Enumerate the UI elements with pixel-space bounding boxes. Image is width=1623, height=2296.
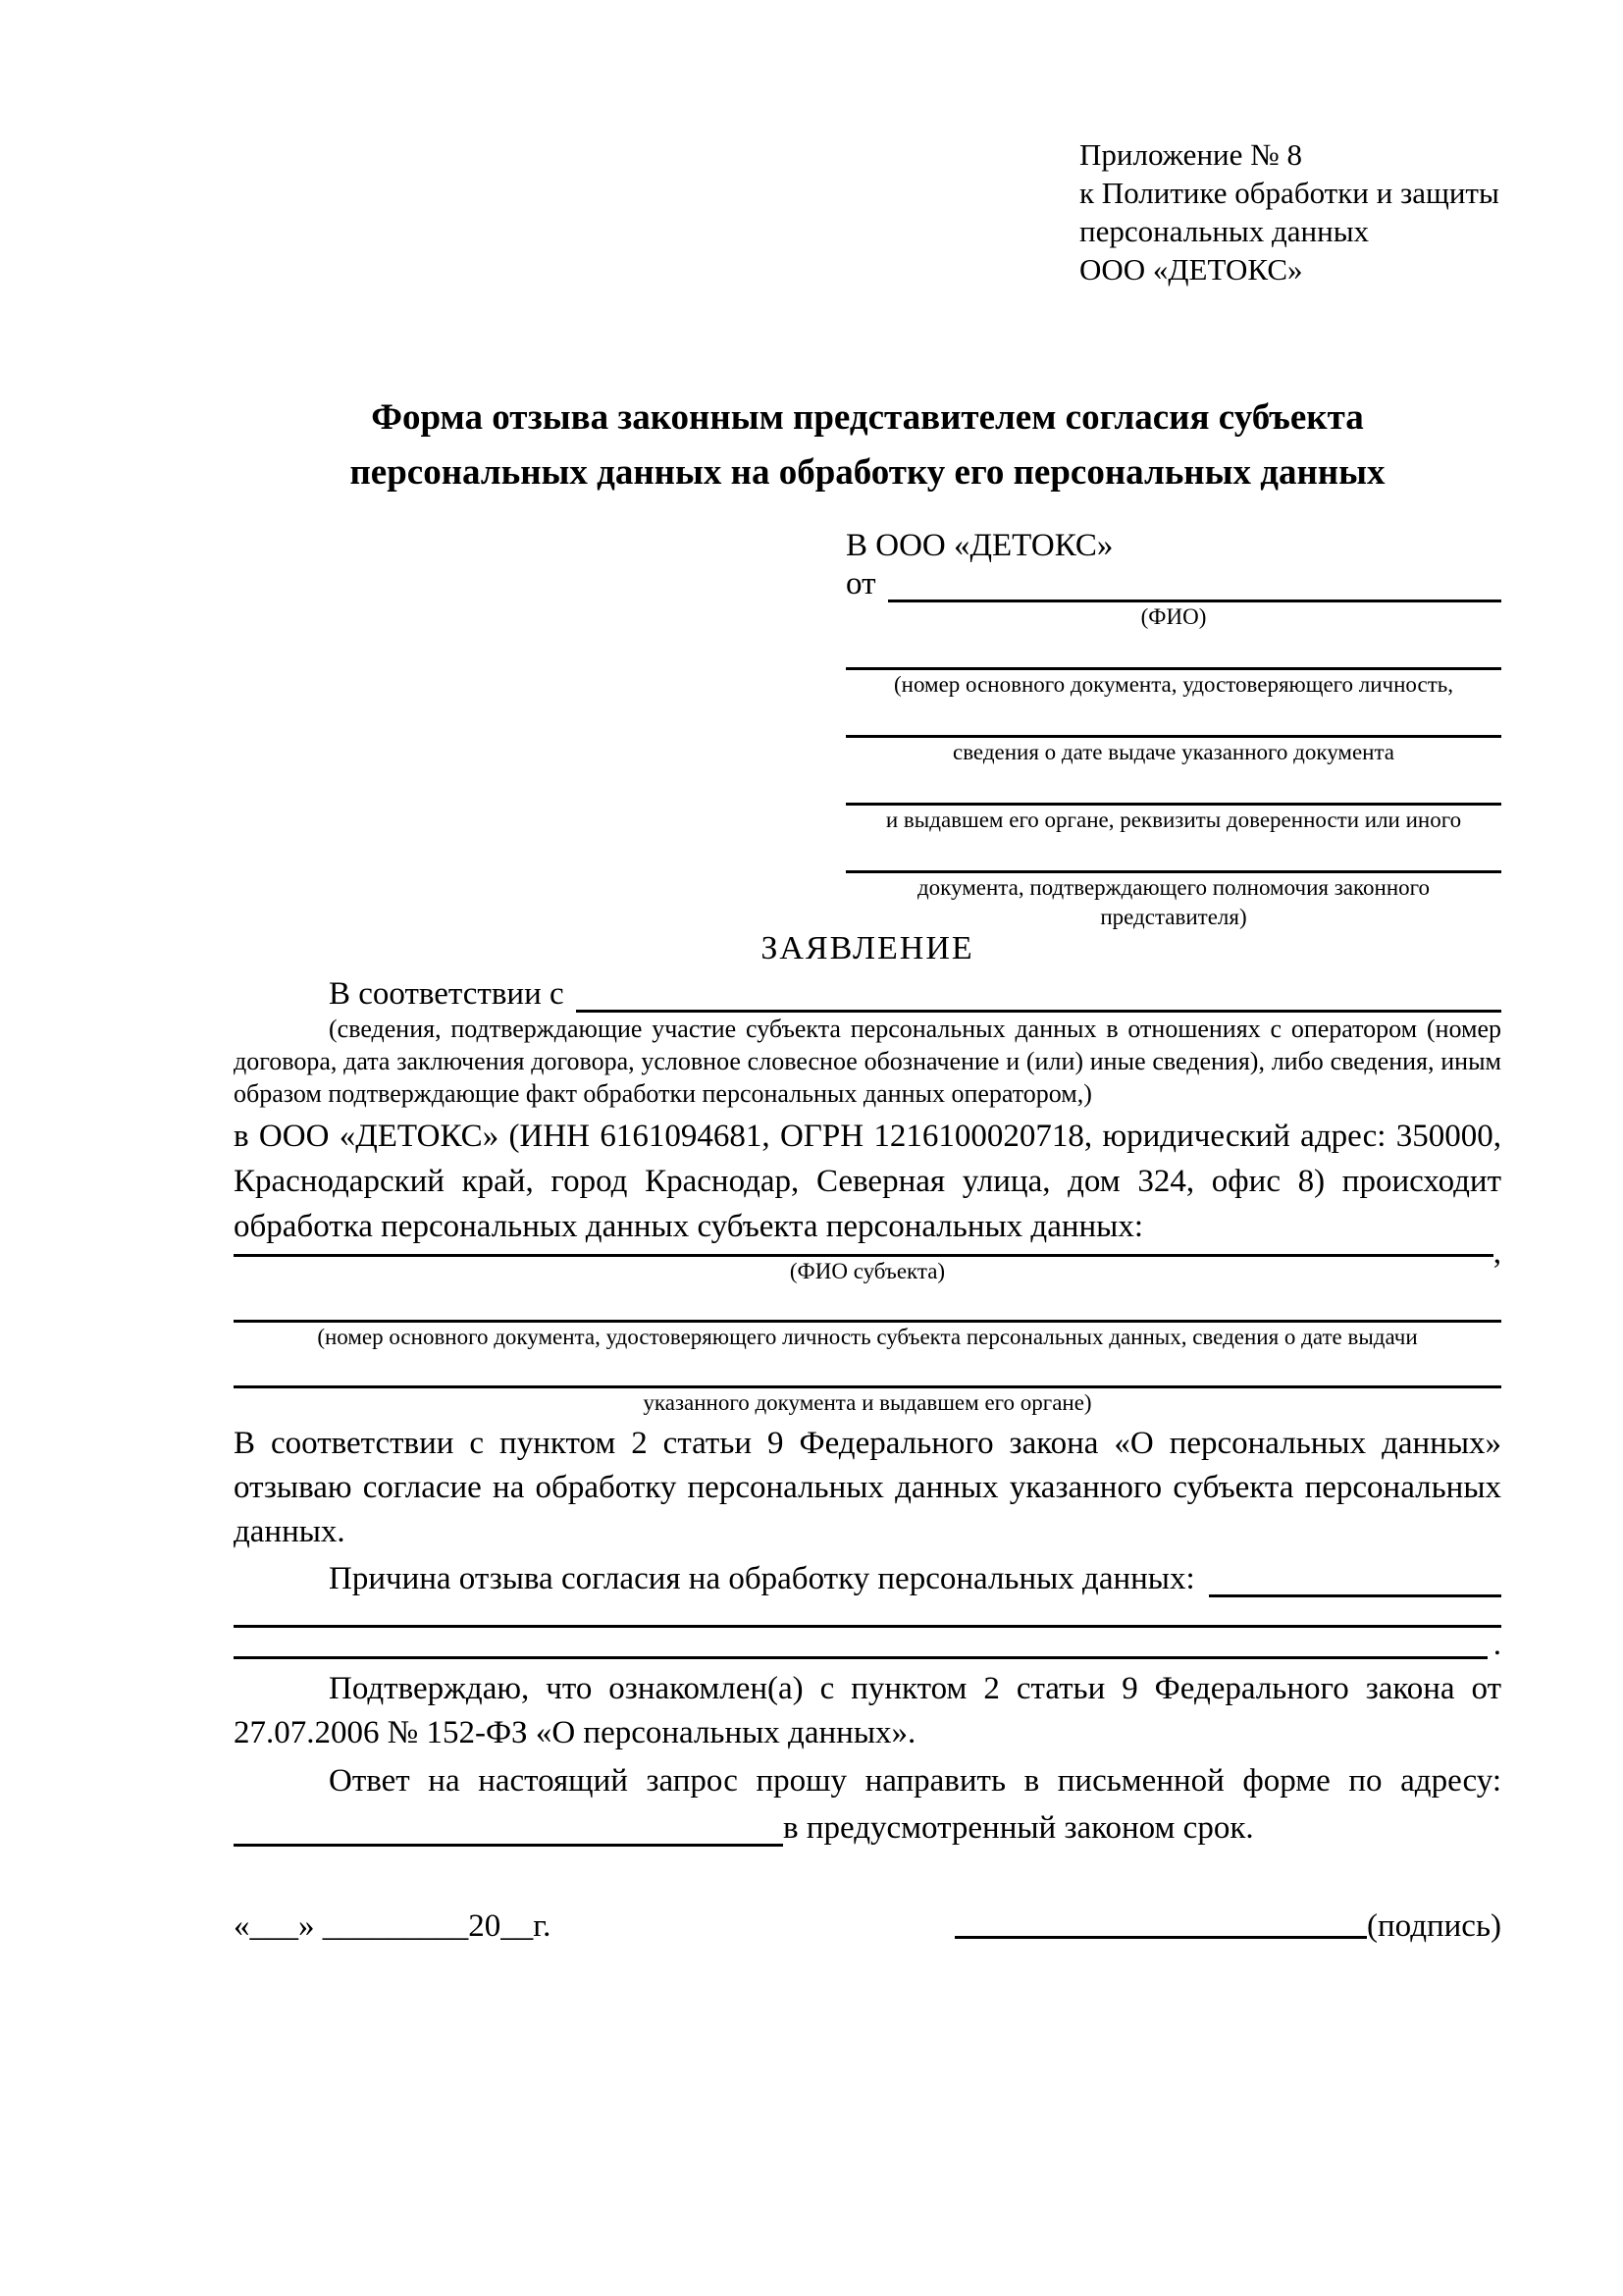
basis-note: (сведения, подтверждающие участие субъекта персональных данных в отношениях с оператором (номер договора, дата заключения договора, условное словесное обозначение и (или) иные сведения), либо сведения, иным образом подтверждающие факт обработки персональных данных оператором,) [234,1015,1501,1108]
reason-line [234,1554,1501,1597]
addressee-organization: В ООО «ДЕТОКС» [846,528,1114,563]
representative-doc-caption-3: и выдавшем его органе, реквизиты доверенности или иного [885,808,1462,832]
appendix-note-line-1: Приложение № 8 [1079,137,1302,172]
subject-doc-blank-line-2 [234,1352,1501,1388]
statement-heading: ЗАЯВЛЕНИЕ [760,930,974,966]
representative-doc-blank-line-1 [846,632,1501,670]
basis-prefix: В соответствии с [329,976,564,1012]
representative-doc-blank-line-4 [846,835,1501,873]
reason-label: Причина отзыва согласия на обработку персональных данных: [329,1561,1195,1596]
subject-doc-caption-2: указанного документа и выдавшем его органе) [643,1390,1092,1415]
reason-blank-line-3 [234,1627,1501,1662]
appendix-note-line-2: к Политике обработки и защиты [1079,176,1499,210]
basis-line [234,973,1501,1013]
representative-doc-blank-line-3 [846,767,1501,806]
reason-blank-line [1209,1594,1501,1597]
representative-doc-blank-line-2 [846,700,1501,738]
addressee-block [846,524,1501,929]
reply-address-blank-line [234,1844,783,1847]
from-label: от [846,566,876,601]
footer [234,1902,1501,1945]
appendix-note-line-3: персональных данных [1079,214,1370,248]
operator-paragraph: в ООО «ДЕТОКС» (ИНН 6161094681, ОГРН 1216100020718, юридический адрес: 350000, Краснодарский край, город Краснодар, Северная улица, дом 324, офис 8) происходит обработка персональных данных субъекта персональных данных: [234,1119,1501,1244]
subject-doc-blank-line-1 [234,1286,1501,1323]
signature-caption: (подпись) [1367,1908,1501,1944]
document-title: Форма отзыва законным представителем согласия субъекта персональных данных на обработку его персональных данных [349,397,1386,493]
representative-doc-caption-4: документа, подтверждающего полномочия законного представителя) [916,875,1430,929]
appendix-note-line-4: ООО «ДЕТОКС» [1079,252,1303,287]
reason-blank-line-2 [234,1623,1501,1628]
appendix-note [1079,135,1501,288]
reply-suffix: в предусмотренный законом срок. [783,1810,1254,1846]
withdrawal-paragraph: В соответствии с пунктом 2 статьи 9 Федерального закона «О персональных данных» отзываю согласие на обработку персональных данных указанного субъекта персональных данных. [234,1426,1501,1549]
trailing-comma: , [1492,1235,1501,1271]
signature-group [955,1908,1501,1945]
blank-line-period: . [1492,1627,1501,1662]
signature-blank-line [955,1936,1367,1939]
subject-fio-caption: (ФИО субъекта) [789,1259,946,1283]
date-line: «___» _________20__г. [234,1908,551,1944]
representative-doc-caption-2: сведения о дате выдаче указанного документа [952,740,1395,764]
reply-address-line [234,1803,1501,1847]
confirmation-paragraph: Подтверждаю, что ознакомлен(а) с пунктом 2 статьи 9 Федерального закона от 27.07.2006 № 152-ФЗ «О персональных данных». [234,1671,1501,1750]
representative-doc-caption-1: (номер основного документа, удостоверяющего личность, [893,672,1453,697]
subject-doc-caption-1: (номер основного документа, удостоверяющего личность субъекта персональных данных, сведения о дате выдачи [317,1325,1418,1349]
from-line [846,567,1501,602]
reason-blank-line-3-rule [234,1656,1488,1659]
fio-caption: (ФИО) [1140,604,1207,629]
reply-request-paragraph: Ответ на настоящий запрос прошу направить в письменной форме по адресу: [329,1763,1501,1799]
